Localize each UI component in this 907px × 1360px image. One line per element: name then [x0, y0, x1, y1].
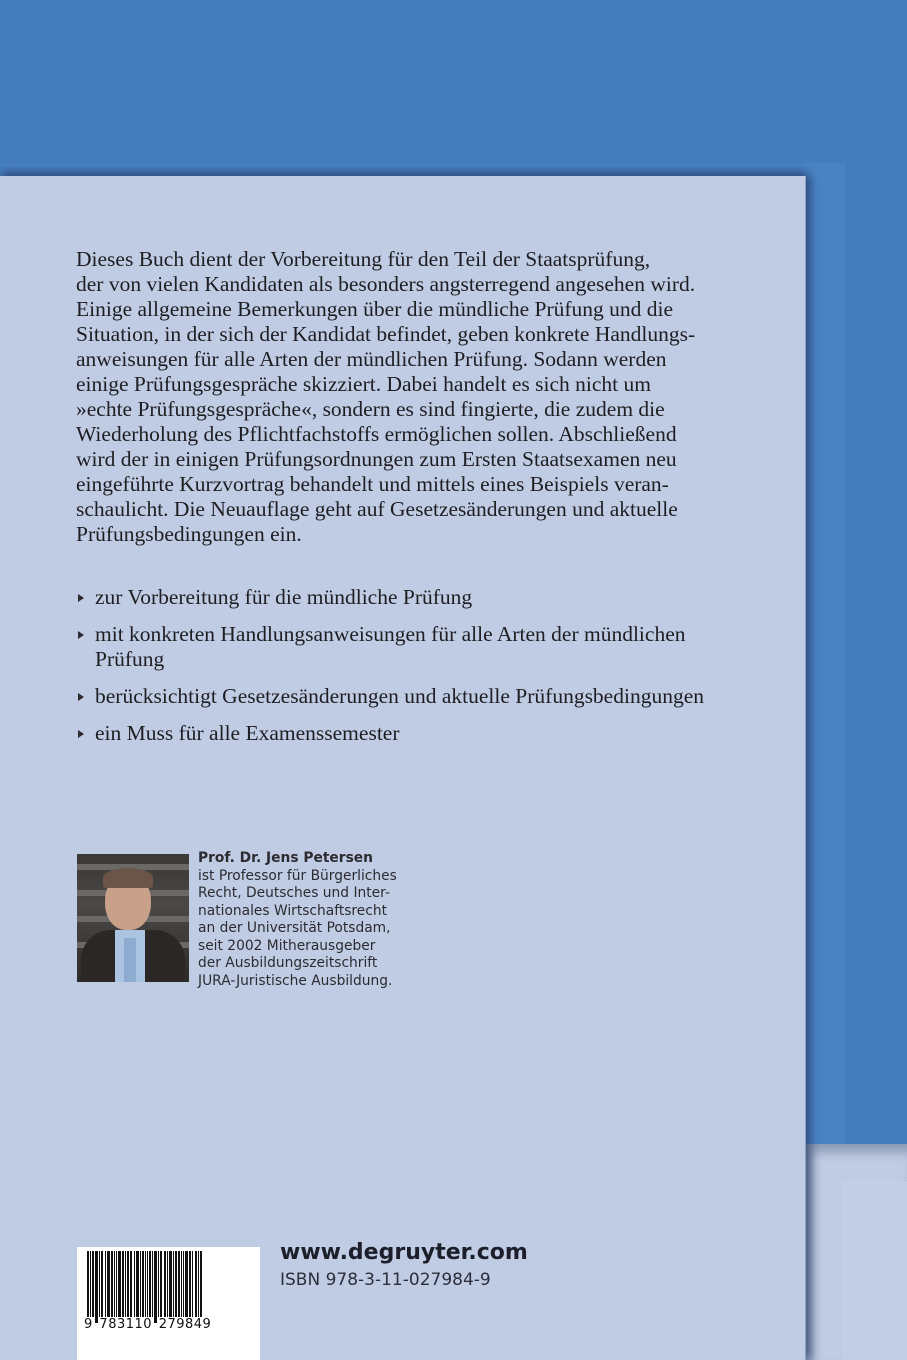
bullet-triangle-icon — [78, 594, 84, 602]
description-line: eingeführte Kurzvortrag behandelt und mittels eines Beispiels veran- — [76, 472, 669, 496]
description-line: Prüfungsbedingungen ein. — [76, 522, 302, 546]
bio-line: an der Universität Potsdam, — [198, 920, 391, 936]
author-name: Prof. Dr. Jens Petersen — [198, 850, 373, 866]
feature-item: mit konkreten Handlungsanweisungen für alle Arten der mündlichen Prüfung — [76, 622, 756, 672]
bio-line: seit 2002 Mitherausgeber — [198, 937, 376, 954]
decorative-lower-right-panel — [806, 1144, 907, 1360]
bio-line: der Ausbildungszeitschrift — [198, 955, 378, 971]
feature-item: zur Vorbereitung für die mündliche Prüfung — [76, 585, 756, 610]
barcode-number: 9 783110 279849 — [84, 1317, 212, 1332]
description-line: einige Prüfungsgespräche skizziert. Dabei handelt es sich nicht um — [76, 372, 651, 396]
description-line: Einige allgemeine Bemerkungen über die mündliche Prüfung und die — [76, 297, 674, 321]
bio-line: ist Professor für Bürgerliches — [198, 867, 397, 884]
description-line: schaulicht. Die Neuauflage geht auf Gesetzesänderungen und aktuelle — [76, 497, 678, 521]
description-line: wird der in einigen Prüfungsordnungen zum Ersten Staatsexamen neu — [76, 447, 677, 471]
bio-line: Recht, Deutsches und Inter- — [198, 885, 390, 901]
author-photo — [77, 854, 189, 982]
feature-item: ein Muss für alle Examenssemester — [76, 721, 756, 746]
book-description — [76, 247, 736, 547]
bullet-triangle-icon — [78, 631, 84, 639]
isbn: ISBN 978-3-11-027984-9 — [280, 1270, 491, 1290]
description-line: Dieses Buch dient der Vorbereitung für den Teil der Staatsprüfung, — [76, 247, 651, 271]
bio-line: nationales Wirtschaftsrecht — [198, 902, 388, 919]
barcode — [77, 1247, 260, 1360]
description-line: Situation, in der sich der Kandidat befindet, geben konkrete Handlungs- — [76, 322, 696, 346]
bullet-triangle-icon — [78, 693, 84, 701]
author-bio — [198, 850, 438, 990]
publisher-website: www.degruyter.com — [280, 1240, 528, 1265]
description-line: der von vielen Kandidaten als besonders angsterregend angesehen wird. — [76, 272, 696, 296]
bio-line: JURA-Juristische Ausbildung. — [198, 972, 393, 989]
description-line: »echte Prüfungsgespräche«, sondern es sind fingierte, die zudem die — [76, 397, 665, 421]
feature-list — [76, 585, 756, 758]
description-line: anweisungen für alle Arten der mündlichen Prüfung. Sodann werden — [76, 347, 667, 371]
description-line: Wiederholung des Pflichtfachstoffs ermöglichen sollen. Abschließend — [76, 422, 677, 446]
feature-item: berücksichtigt Gesetzesänderungen und aktuelle Prüfungsbedingungen — [76, 684, 756, 709]
bullet-triangle-icon — [78, 730, 84, 738]
